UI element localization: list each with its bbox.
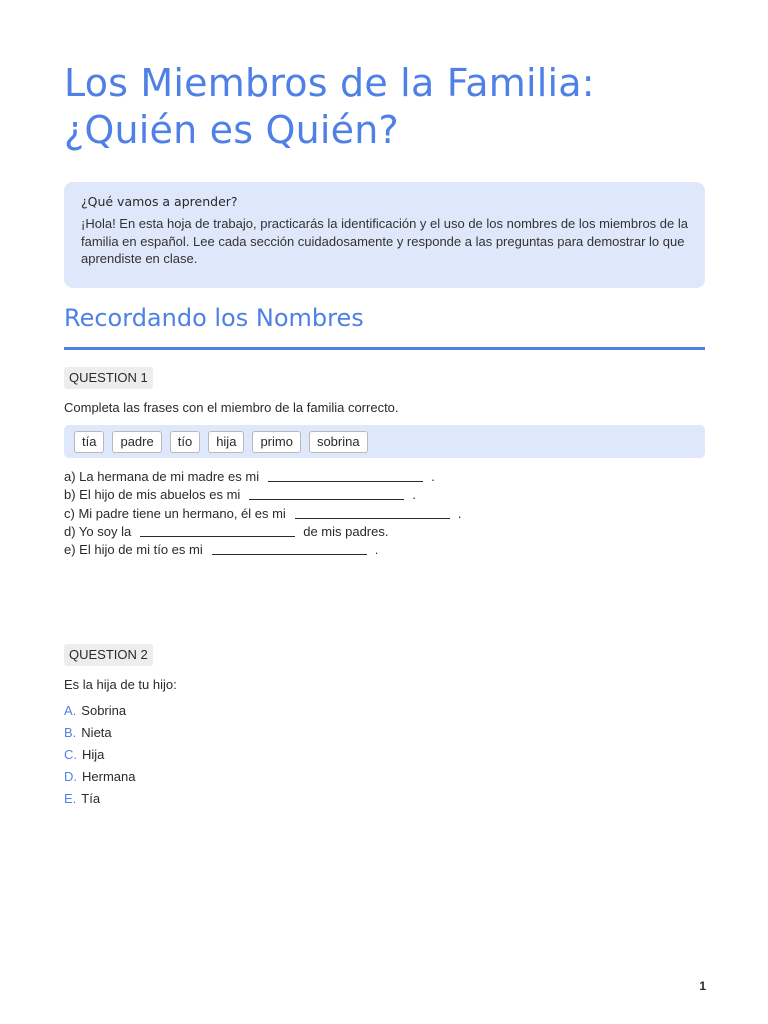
- sentence-c: [64, 505, 705, 523]
- page-title: [64, 60, 705, 154]
- sentence-e: [64, 541, 705, 559]
- sentence-ending: .: [457, 505, 462, 521]
- sentence-text: c) Mi padre tiene un hermano, él es mi: [64, 505, 286, 521]
- sentence-d: [64, 523, 705, 541]
- word-bank-chip: padre: [112, 431, 161, 453]
- option-text: Tía: [81, 791, 101, 806]
- option-letter: D.: [64, 769, 77, 784]
- option-a[interactable]: [64, 702, 705, 724]
- section-divider: [64, 347, 705, 350]
- option-text: Hija: [82, 747, 105, 762]
- option-text: Hermana: [82, 769, 136, 784]
- answer-blank[interactable]: [295, 506, 450, 519]
- word-bank-chip: sobrina: [309, 431, 368, 453]
- sentence-text: e) El hijo de mi tío es mi: [64, 542, 203, 558]
- sentence-ending: .: [412, 487, 416, 503]
- page-title-line-1: Los Miembros de la Familia:: [64, 61, 595, 105]
- answer-blank[interactable]: [140, 524, 295, 537]
- sentence-b: [64, 486, 705, 504]
- fill-in-sentences: [64, 468, 705, 559]
- word-bank-chip: tía: [74, 431, 104, 453]
- word-bank: [64, 425, 705, 458]
- sentence-text: a) La hermana de mi madre es mi: [64, 469, 260, 484]
- question-2-badge: QUESTION 2: [64, 644, 153, 666]
- word-bank-chip: primo: [252, 431, 301, 453]
- option-text: Nieta: [81, 725, 112, 740]
- word-bank-chip: tío: [170, 431, 200, 453]
- option-letter: E.: [64, 791, 77, 806]
- answer-blank[interactable]: [268, 469, 423, 482]
- option-letter: A.: [64, 703, 77, 718]
- sentence-a: [64, 468, 705, 486]
- option-d[interactable]: [64, 768, 705, 790]
- word-bank-chip: hija: [208, 431, 244, 453]
- option-letter: C.: [64, 747, 77, 762]
- sentence-ending: .: [374, 542, 379, 558]
- intro-heading: ¿Qué vamos a aprender?: [81, 194, 238, 209]
- option-b[interactable]: [64, 724, 705, 746]
- option-letter: B.: [64, 725, 77, 740]
- option-e[interactable]: [64, 790, 705, 812]
- sentence-ending: .: [431, 469, 435, 484]
- answer-blank[interactable]: [212, 542, 367, 555]
- option-c[interactable]: [64, 746, 705, 768]
- question-1-badge: QUESTION 1: [64, 367, 153, 389]
- intro-box: [64, 182, 705, 288]
- sentence-text: b) El hijo de mis abuelos es mi: [64, 487, 241, 503]
- question-2-prompt: Es la hija de tu hijo:: [64, 677, 177, 692]
- intro-text: ¡Hola! En esta hoja de trabajo, practicarás la identificación y el uso de los nombres de los miembros de la familia en español. Lee cada sección cuidadosamente y responde a las preguntas para demostrar lo que aprendiste en clase.: [81, 216, 688, 266]
- page-title-line-2: ¿Quién es Quién?: [64, 108, 399, 152]
- answer-options: [64, 702, 705, 812]
- page-number: 1: [699, 979, 706, 993]
- section-title: Recordando los Nombres: [64, 304, 364, 332]
- question-1-prompt: Completa las frases con el miembro de la familia correcto.: [64, 400, 399, 415]
- sentence-text: d) Yo soy la: [64, 523, 132, 539]
- answer-blank[interactable]: [249, 487, 404, 500]
- sentence-ending: de mis padres.: [303, 523, 389, 539]
- option-text: Sobrina: [81, 703, 127, 718]
